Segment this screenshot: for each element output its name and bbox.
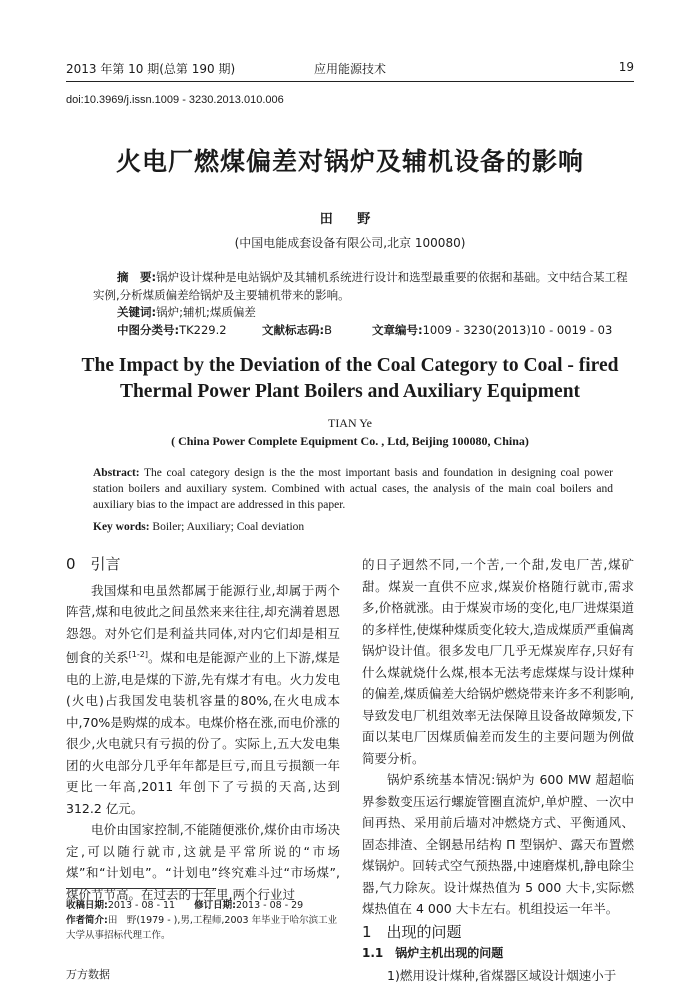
classification-row <box>117 322 637 338</box>
clc-value: TK229.2 <box>179 323 227 337</box>
author-cn: 田 野 <box>319 212 381 227</box>
section-1-heading: 1 出现的问题 <box>362 922 462 941</box>
section-0-para-2: 电价由国家控制,不能随便涨价,煤价由市场决定,可以随行就市,这就是平常所说的“市场煤”和“计划电”。“计划电”终究难斗过“市场煤”,煤价节节高。在过去的十年里,两个行业过 <box>66 822 340 902</box>
keywords-cn-text: 锅炉;辅机;煤质偏差 <box>156 305 256 319</box>
keywords-cn-label: 关键词: <box>117 305 157 319</box>
title-en: The Impact by the Deviation of the Coal Category to Coal - fired Thermal Power Plant Boilers and Auxiliary Equipment <box>81 355 619 402</box>
affiliation-cn: (中国电能成套设备有限公司,北京 100080) <box>234 236 466 250</box>
article-no-value: 1009 - 3230(2013)10 - 0019 - 03 <box>422 323 613 337</box>
journal-issue: 2013 年第 10 期(总第 190 期) <box>66 62 236 76</box>
received-label: 收稿日期: <box>66 900 108 911</box>
abstract-cn-text: 锅炉设计煤种是电站锅炉及其辅机系统进行设计和选型最重要的依据和基础。文中结合某工程实例,分析煤质偏差给锅炉及主要辅机带来的影响。 <box>93 270 628 302</box>
section-0-heading: 0 引言 <box>66 555 121 573</box>
doc-code-value: B <box>324 323 332 337</box>
revised-date: 2013 - 08 - 29 <box>235 900 304 911</box>
right-column <box>362 554 634 986</box>
footnote <box>66 898 346 943</box>
section-0-para-3: 的日子迥然不同,一个苦,一个甜,发电厂苦,煤矿甜。煤炭一直供不应求,煤炭价格随行就市,需求多,价格就涨。由于煤炭市场的变化,电厂进煤渠道的多样性,使煤种煤质变化较大,造成煤质严重偏离锅炉设计值。很多发电厂几乎无煤炭库存,只好有什么煤就烧什么煤,根本无法考虑煤煤与设计煤种的偏差,煤质偏差大给锅炉燃烧带来许多不利影响,导致发电厂机组效率无法保障且设备故障频发,下面以某电厂因煤质偏差而发生的主要问题为例做简要分析。 <box>362 557 634 766</box>
abstract-en <box>93 465 613 513</box>
author-bio-label: 作者简介: <box>66 915 108 926</box>
author-bio-text: 田 野(1979 - ),男,工程师,2003 年毕业于哈尔滨工业大学从事招标代理工作。 <box>66 915 338 941</box>
affiliation-en: ( China Power Complete Equipment Co. , Ltd, Beijing 100080, China) <box>171 434 529 448</box>
abstract-en-text: The coal category design is the the most important basis and foundation in designing coal power station boilers and auxiliary system. Combined with actual cases, the analysis of the main coal boilers and auxiliary bias to the impact are addressed in this paper. <box>93 467 614 511</box>
article-no-label: 文章编号: <box>372 323 423 337</box>
title-cn: 火电厂燃煤偏差对锅炉及辅机设备的影响 <box>115 147 584 176</box>
section-1-1-para: 1)燃用设计煤种,省煤器区域设计烟速小于 <box>387 967 617 983</box>
doi: doi:10.3969/j.issn.1009 - 3230.2013.010.006 <box>66 94 284 106</box>
section-0-para-1 <box>66 580 340 820</box>
abstract-en-label: Abstract: <box>93 467 140 479</box>
para-1-part-a: 我国煤和电虽然都属于能源行业,却属于两个阵营,煤和电彼此之间虽然来来往往,却充满着恩恩怨怨。对外它们是利益共同体,对内它们却是相互刨食的关系 <box>66 582 340 666</box>
abstract-cn <box>93 268 633 304</box>
section-1-1-heading: 1.1 锅炉主机出现的问题 <box>362 946 504 960</box>
received-date: 2013 - 08 - 11 <box>107 900 176 911</box>
keywords-cn <box>117 304 256 320</box>
clc-label: 中图分类号: <box>117 323 180 337</box>
keywords-en-text: Boiler; Auxiliary; Coal deviation <box>152 521 305 533</box>
footnote-dates <box>66 898 346 913</box>
footnote-rule <box>66 888 216 889</box>
footnote-author <box>66 913 346 943</box>
left-column <box>66 554 340 905</box>
para-1-part-b: 。煤和电是能源产业的上下游,煤是电的上游,电是煤的下游,先有煤才有电。火力发电(火电)占我国发电装机容量的80%,在火电成本中,70%是购煤的成本。电煤价格在涨,而电价涨的很少,火电就只有亏损的份了。实际上,五大发电集团的火电部分几乎年年都是巨亏,而且亏损额一年更比一年高,2011 年创下了亏损的天高,达到 312.2 亿元。 <box>66 650 340 816</box>
citation-1-2: [1-2] <box>128 650 148 659</box>
doc-code-label: 文献标志码: <box>262 323 325 337</box>
journal-name: 应用能源技术 <box>313 62 386 76</box>
abstract-cn-label: 摘 要: <box>117 270 157 284</box>
keywords-en-label: Key words: <box>93 521 150 533</box>
author-en: TIAN Ye <box>327 416 372 430</box>
header-rule <box>66 81 634 82</box>
page-number: 19 <box>618 60 634 74</box>
revised-label: 修订日期: <box>194 900 236 911</box>
keywords-en <box>93 521 304 533</box>
footer-watermark: 万方数据 <box>66 968 110 981</box>
section-0-para-4: 锅炉系统基本情况:锅炉为 600 MW 超超临界参数变压运行螺旋管圈直流炉,单炉膛、一次中间再热、采用前后墙对冲燃烧方式、平衡通风、固态排渣、全钢悬吊结构 Π 型锅炉、露天布置燃煤锅炉。回转式空气预热器,中速磨煤机,静电除尘器,气力除灰。设计煤热值为 5 000 大卡,实际燃煤热值在 4 000 大卡左右。机组投运一年半。 <box>362 772 634 916</box>
